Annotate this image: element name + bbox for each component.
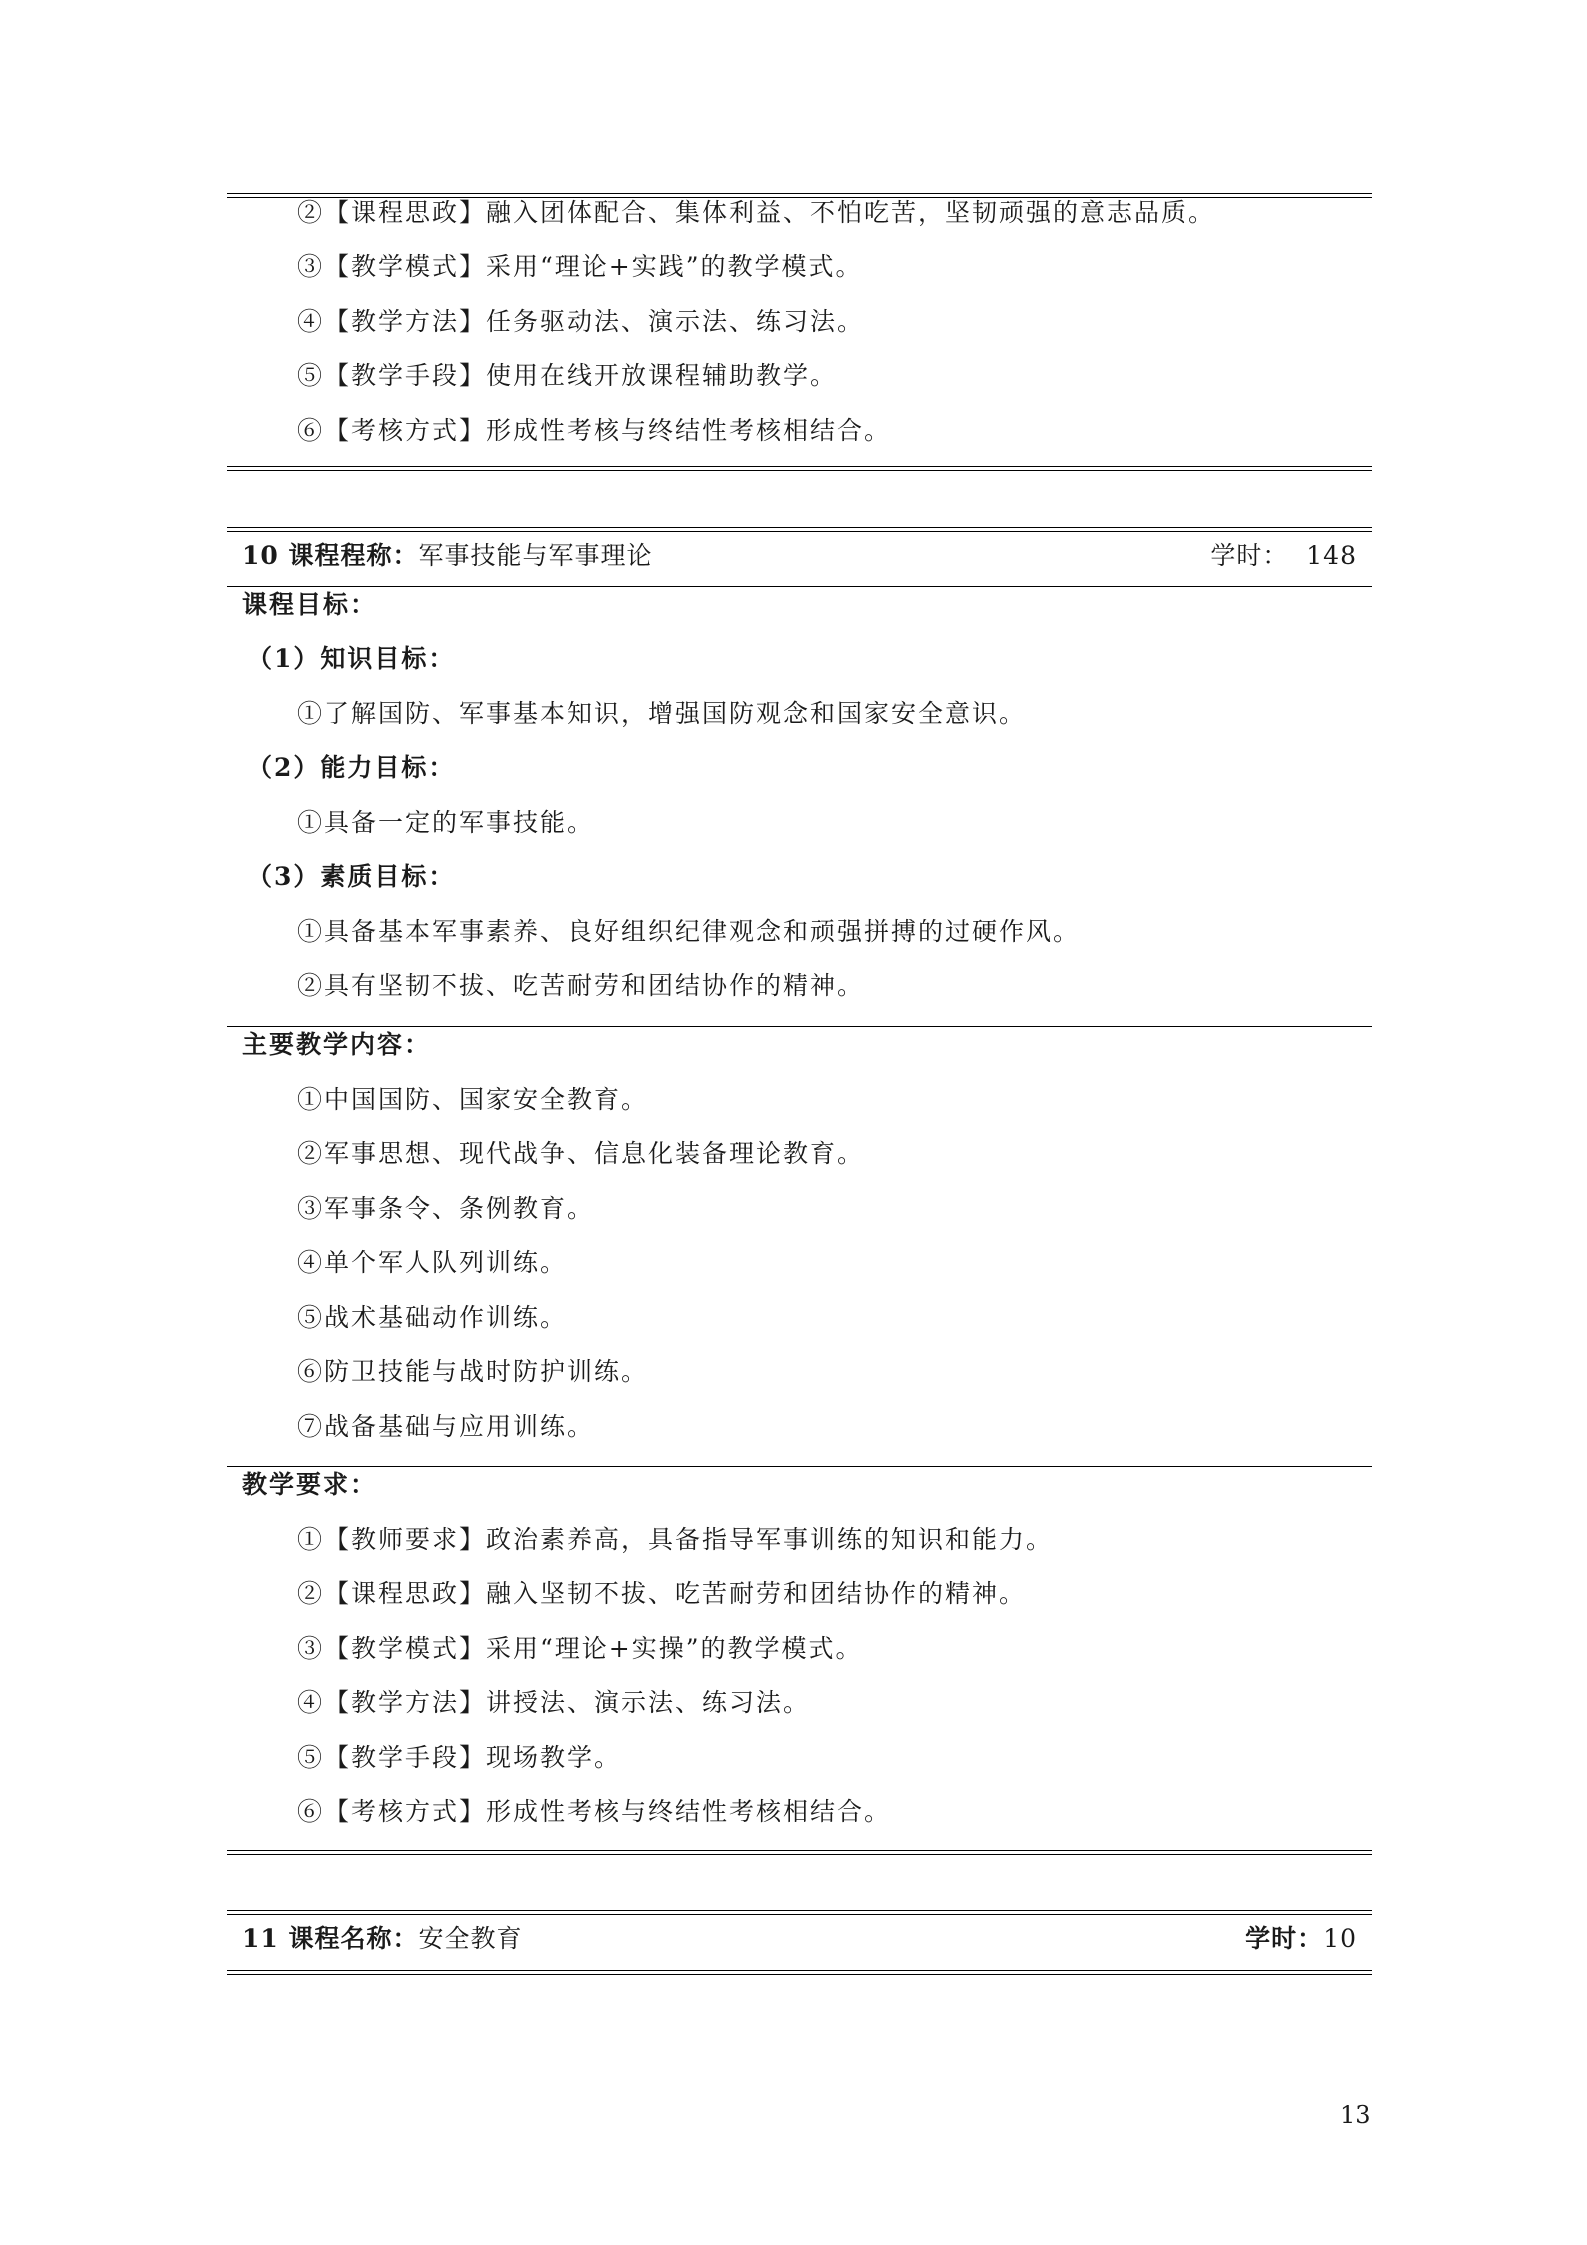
- course11-hours: [1245, 1922, 1357, 1956]
- content-item: ①中国国防、国家安全教育。: [297, 1085, 649, 1114]
- quality-item: ②具有坚韧不拔、吃苦耐劳和团结协作的精神。: [297, 971, 865, 1000]
- req-item: ⑤【教学手段】现场教学。: [297, 1743, 622, 1772]
- req-item: ⑥【考核方式】形成性考核与终结性考核相结合。: [297, 416, 892, 445]
- content-item: ②军事思想、现代战争、信息化装备理论教育。: [297, 1139, 865, 1168]
- course-number-label: 10 课程程称：: [242, 541, 419, 570]
- req-title: 教学要求：: [242, 1470, 378, 1499]
- prev-requirements: [227, 196, 1372, 466]
- course10-header-rule: [227, 586, 1372, 587]
- content-item: ⑦战备基础与应用训练。: [297, 1412, 595, 1441]
- course10-bottom-rule: [227, 1850, 1372, 1855]
- req-item: ②【课程思政】融入团体配合、集体利益、不怕吃苦，坚韧顽强的意志品质。: [297, 198, 1216, 227]
- req-item: ④【教学方法】任务驱动法、演示法、练习法。: [297, 307, 865, 336]
- hours-label: 学时：: [1245, 1924, 1324, 1953]
- quality-title: （3）素质目标：: [247, 862, 456, 891]
- hours-value: 10: [1323, 1924, 1357, 1953]
- goals-bottom-rule: [227, 1026, 1372, 1027]
- req-item: ④【教学方法】讲授法、演示法、练习法。: [297, 1688, 811, 1717]
- hours-label: 学时：: [1210, 541, 1289, 570]
- course10-requirements: [227, 1468, 1372, 1848]
- knowledge-item: ①了解国防、军事基本知识，增强国防观念和国家安全意识。: [297, 699, 1027, 728]
- course10-header: [227, 531, 1372, 585]
- goals-title: 课程目标：: [242, 590, 378, 619]
- content-title: 主要教学内容：: [242, 1030, 432, 1059]
- content-item: ⑤战术基础动作训练。: [297, 1303, 568, 1332]
- course-name: 军事技能与军事理论: [418, 541, 653, 570]
- course10-hours: [1210, 539, 1357, 573]
- knowledge-title: （1）知识目标：: [247, 644, 456, 673]
- ability-title: （2）能力目标：: [247, 753, 456, 782]
- course11-bottom-rule: [227, 1970, 1372, 1975]
- req-item: ⑤【教学手段】使用在线开放课程辅助教学。: [297, 361, 838, 390]
- content-bottom-rule: [227, 1466, 1372, 1467]
- course10-content: [227, 1028, 1372, 1468]
- req-item: ①【教师要求】政治素养高，具备指导军事训练的知识和能力。: [297, 1525, 1054, 1554]
- content-item: ⑥防卫技能与战时防护训练。: [297, 1357, 649, 1386]
- page-number: 13: [1340, 2101, 1371, 2129]
- course11-title: [242, 1922, 523, 1956]
- course11-header: [227, 1914, 1372, 1968]
- content-item: ③军事条令、条例教育。: [297, 1194, 595, 1223]
- course10-goals: [227, 588, 1372, 1023]
- course10-title: [242, 539, 653, 573]
- req-item: ③【教学模式】采用“理论+实践”的教学模式。: [297, 252, 863, 281]
- quality-item: ①具备基本军事素养、良好组织纪律观念和顽强拼搏的过硬作风。: [297, 917, 1081, 946]
- req-item: ②【课程思政】融入坚韧不拔、吃苦耐劳和团结协作的精神。: [297, 1579, 1027, 1608]
- req-item: ⑥【考核方式】形成性考核与终结性考核相结合。: [297, 1797, 892, 1826]
- course-number-label: 11 课程名称：: [242, 1924, 419, 1953]
- content-item: ④单个军人队列训练。: [297, 1248, 568, 1277]
- req-item: ③【教学模式】采用“理论+实操”的教学模式。: [297, 1634, 863, 1663]
- course-name: 安全教育: [418, 1924, 523, 1953]
- hours-value: 148: [1306, 541, 1357, 570]
- ability-item: ①具备一定的军事技能。: [297, 808, 595, 837]
- prev-bottom-rule: [227, 466, 1372, 471]
